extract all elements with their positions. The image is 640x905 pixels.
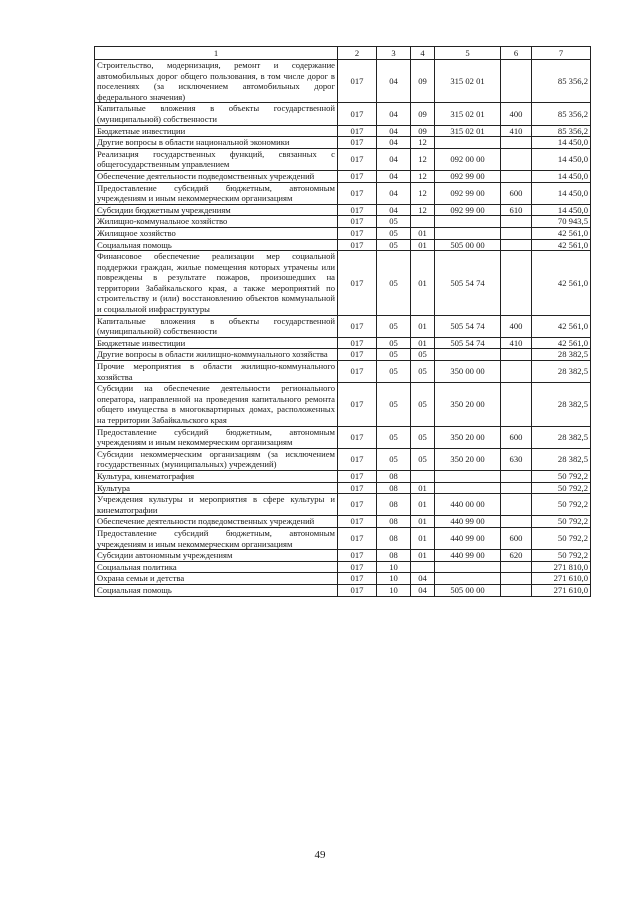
table-row [95, 561, 591, 573]
cell-name: Финансовое обеспечение реализации мер социальной поддержки граждан, жилые помещения которых утрачены или повреждены в результате пожаров, произошедших на территории Забайкальского края, а также мероприятий по строительству и (или) восстановлению объектов коммунальной и социальной инфраструктуры [95, 251, 338, 316]
cell-name: Капитальные вложения в объекты государственной (муниципальной) собственности [95, 315, 338, 337]
cell-rz: 05 [377, 337, 411, 349]
cell-name: Социальная помощь [95, 239, 338, 251]
cell-name: Строительство, модернизация, ремонт и содержание автомобильных дорог общего пользования, в том числе дорог в поселениях (за исключением автомобильных дорог федерального значения) [95, 60, 338, 103]
page-number: 49 [314, 849, 326, 861]
cell-name: Жилищно-коммунальное хозяйство [95, 216, 338, 228]
cell-pr: 05 [411, 361, 435, 383]
cell-rz: 08 [377, 516, 411, 528]
cell-csr [435, 216, 501, 228]
cell-name: Социальная политика [95, 561, 338, 573]
cell-grbs: 017 [338, 239, 377, 251]
cell-vr: 630 [501, 448, 532, 470]
table-row [95, 584, 591, 596]
cell-pr: 09 [411, 125, 435, 137]
cell-sum: 28 382,5 [532, 383, 591, 426]
cell-rz: 08 [377, 494, 411, 516]
cell-rz: 04 [377, 60, 411, 103]
cell-vr: 600 [501, 426, 532, 448]
cell-csr: 440 99 00 [435, 550, 501, 562]
cell-rz: 04 [377, 170, 411, 182]
cell-csr [435, 227, 501, 239]
cell-vr: 600 [501, 182, 532, 204]
cell-grbs: 017 [338, 148, 377, 170]
cell-rz: 05 [377, 349, 411, 361]
cell-grbs: 017 [338, 170, 377, 182]
cell-name: Субсидии некоммерческим организациям (за исключением государственных (муниципальных) учреждений) [95, 448, 338, 470]
table-row [95, 170, 591, 182]
cell-csr: 092 99 00 [435, 182, 501, 204]
table-row [95, 470, 591, 482]
cell-csr: 092 99 00 [435, 204, 501, 216]
cell-sum: 50 792,2 [532, 550, 591, 562]
table-row [95, 383, 591, 426]
cell-name: Охрана семьи и детства [95, 573, 338, 585]
cell-vr [501, 349, 532, 361]
table-row [95, 204, 591, 216]
cell-grbs: 017 [338, 227, 377, 239]
cell-csr: 092 00 00 [435, 148, 501, 170]
cell-pr: 12 [411, 170, 435, 182]
cell-sum: 28 382,5 [532, 361, 591, 383]
cell-rz: 05 [377, 361, 411, 383]
cell-name: Другие вопросы в области национальной экономики [95, 137, 338, 149]
cell-csr: 315 02 01 [435, 60, 501, 103]
table-row [95, 573, 591, 585]
table-row [95, 103, 591, 125]
cell-pr: 09 [411, 103, 435, 125]
budget-table [94, 46, 591, 597]
table-row [95, 182, 591, 204]
table-row [95, 137, 591, 149]
cell-rz: 05 [377, 448, 411, 470]
cell-vr [501, 361, 532, 383]
cell-vr [501, 482, 532, 494]
cell-sum: 14 450,0 [532, 204, 591, 216]
table-row [95, 60, 591, 103]
cell-sum: 70 943,5 [532, 216, 591, 228]
cell-grbs: 017 [338, 448, 377, 470]
cell-vr [501, 137, 532, 149]
table-row [95, 494, 591, 516]
table-row [95, 426, 591, 448]
cell-grbs: 017 [338, 561, 377, 573]
cell-csr: 350 00 00 [435, 361, 501, 383]
cell-pr: 12 [411, 148, 435, 170]
cell-vr: 410 [501, 125, 532, 137]
cell-grbs: 017 [338, 361, 377, 383]
cell-name: Реализация государственных функций, связанных с общегосударственным управлением [95, 148, 338, 170]
cell-sum: 14 450,0 [532, 182, 591, 204]
cell-csr: 092 99 00 [435, 170, 501, 182]
cell-name: Субсидии бюджетным учреждениям [95, 204, 338, 216]
cell-rz: 04 [377, 103, 411, 125]
cell-rz: 04 [377, 182, 411, 204]
cell-name: Учреждения культуры и мероприятия в сфере культуры и кинематографии [95, 494, 338, 516]
cell-csr: 350 20 00 [435, 426, 501, 448]
table-row [95, 349, 591, 361]
cell-name: Субсидии автономным учреждениям [95, 550, 338, 562]
cell-sum: 271 610,0 [532, 573, 591, 585]
header-col-7: 7 [532, 47, 591, 60]
table-row [95, 527, 591, 549]
table-row [95, 448, 591, 470]
table-row [95, 516, 591, 528]
cell-name: Жилищное хозяйство [95, 227, 338, 239]
cell-grbs: 017 [338, 573, 377, 585]
header-col-3: 3 [377, 47, 411, 60]
cell-sum: 42 561,0 [532, 239, 591, 251]
cell-sum: 28 382,5 [532, 426, 591, 448]
cell-sum: 50 792,2 [532, 470, 591, 482]
cell-rz: 05 [377, 227, 411, 239]
cell-vr: 400 [501, 103, 532, 125]
cell-pr: 04 [411, 584, 435, 596]
cell-grbs: 017 [338, 182, 377, 204]
table-row [95, 482, 591, 494]
cell-rz: 05 [377, 315, 411, 337]
cell-vr [501, 494, 532, 516]
table-row [95, 550, 591, 562]
cell-grbs: 017 [338, 482, 377, 494]
cell-csr: 505 54 74 [435, 251, 501, 316]
cell-csr: 505 54 74 [435, 315, 501, 337]
header-col-1: 1 [95, 47, 338, 60]
cell-grbs: 017 [338, 527, 377, 549]
cell-pr: 01 [411, 550, 435, 562]
cell-sum: 50 792,2 [532, 527, 591, 549]
cell-csr [435, 573, 501, 585]
cell-pr: 01 [411, 239, 435, 251]
cell-name: Социальная помощь [95, 584, 338, 596]
cell-vr: 400 [501, 315, 532, 337]
cell-vr [501, 170, 532, 182]
cell-pr: 01 [411, 315, 435, 337]
cell-rz: 04 [377, 125, 411, 137]
cell-sum: 50 792,2 [532, 516, 591, 528]
cell-sum: 28 382,5 [532, 349, 591, 361]
cell-grbs: 017 [338, 426, 377, 448]
cell-sum: 14 450,0 [532, 170, 591, 182]
cell-name: Культура, кинематография [95, 470, 338, 482]
cell-rz: 10 [377, 584, 411, 596]
cell-sum: 85 356,2 [532, 60, 591, 103]
cell-vr [501, 239, 532, 251]
cell-csr: 505 00 00 [435, 584, 501, 596]
cell-vr [501, 584, 532, 596]
cell-csr: 505 00 00 [435, 239, 501, 251]
table-row [95, 337, 591, 349]
cell-vr [501, 470, 532, 482]
cell-name: Обеспечение деятельности подведомственных учреждений [95, 170, 338, 182]
cell-rz: 08 [377, 470, 411, 482]
header-col-5: 5 [435, 47, 501, 60]
cell-pr: 09 [411, 60, 435, 103]
cell-rz: 04 [377, 148, 411, 170]
table-row [95, 216, 591, 228]
cell-pr: 01 [411, 251, 435, 316]
cell-name: Предоставление субсидий бюджетным, автономным учреждениям и иным некоммерческим организациям [95, 426, 338, 448]
cell-rz: 05 [377, 426, 411, 448]
cell-grbs: 017 [338, 216, 377, 228]
header-row [95, 47, 591, 60]
cell-csr: 505 54 74 [435, 337, 501, 349]
cell-pr: 01 [411, 482, 435, 494]
cell-sum: 50 792,2 [532, 482, 591, 494]
cell-csr: 350 20 00 [435, 448, 501, 470]
cell-grbs: 017 [338, 516, 377, 528]
table-body [95, 60, 591, 597]
cell-rz: 05 [377, 216, 411, 228]
cell-grbs: 017 [338, 204, 377, 216]
cell-vr [501, 383, 532, 426]
cell-rz: 05 [377, 251, 411, 316]
header-col-4: 4 [411, 47, 435, 60]
cell-pr: 04 [411, 573, 435, 585]
cell-vr [501, 227, 532, 239]
cell-grbs: 017 [338, 349, 377, 361]
cell-sum: 50 792,2 [532, 494, 591, 516]
cell-vr [501, 516, 532, 528]
cell-pr [411, 561, 435, 573]
cell-sum: 14 450,0 [532, 148, 591, 170]
cell-vr [501, 573, 532, 585]
cell-pr: 05 [411, 426, 435, 448]
table-row [95, 361, 591, 383]
cell-grbs: 017 [338, 137, 377, 149]
cell-grbs: 017 [338, 470, 377, 482]
cell-name: Бюджетные инвестиции [95, 125, 338, 137]
cell-pr: 01 [411, 516, 435, 528]
cell-sum: 14 450,0 [532, 137, 591, 149]
table-row [95, 315, 591, 337]
cell-rz: 05 [377, 239, 411, 251]
cell-rz: 10 [377, 561, 411, 573]
cell-grbs: 017 [338, 103, 377, 125]
cell-rz: 08 [377, 482, 411, 494]
table-row [95, 227, 591, 239]
cell-name: Другие вопросы в области жилищно-коммунального хозяйства [95, 349, 338, 361]
cell-vr: 600 [501, 527, 532, 549]
table-row [95, 125, 591, 137]
cell-grbs: 017 [338, 584, 377, 596]
cell-sum: 42 561,0 [532, 251, 591, 316]
cell-vr [501, 216, 532, 228]
cell-grbs: 017 [338, 60, 377, 103]
cell-csr [435, 470, 501, 482]
cell-csr [435, 349, 501, 361]
cell-csr: 440 00 00 [435, 494, 501, 516]
cell-name: Бюджетные инвестиции [95, 337, 338, 349]
cell-rz: 08 [377, 527, 411, 549]
cell-rz: 04 [377, 204, 411, 216]
cell-sum: 28 382,5 [532, 448, 591, 470]
cell-vr [501, 60, 532, 103]
cell-name: Предоставление субсидий бюджетным, автономным учреждениям и иным некоммерческим организациям [95, 182, 338, 204]
cell-pr: 12 [411, 204, 435, 216]
cell-csr [435, 137, 501, 149]
cell-csr: 440 99 00 [435, 527, 501, 549]
cell-pr: 01 [411, 227, 435, 239]
cell-pr [411, 216, 435, 228]
cell-grbs: 017 [338, 125, 377, 137]
cell-csr [435, 482, 501, 494]
cell-vr: 410 [501, 337, 532, 349]
cell-csr: 350 20 00 [435, 383, 501, 426]
table-row [95, 239, 591, 251]
cell-grbs: 017 [338, 315, 377, 337]
cell-vr [501, 561, 532, 573]
cell-rz: 04 [377, 137, 411, 149]
cell-csr: 315 02 01 [435, 125, 501, 137]
cell-grbs: 017 [338, 494, 377, 516]
cell-pr: 12 [411, 182, 435, 204]
cell-grbs: 017 [338, 251, 377, 316]
cell-name: Обеспечение деятельности подведомственных учреждений [95, 516, 338, 528]
table-row [95, 251, 591, 316]
cell-pr: 05 [411, 383, 435, 426]
cell-csr [435, 561, 501, 573]
cell-rz: 10 [377, 573, 411, 585]
cell-pr: 01 [411, 494, 435, 516]
cell-sum: 42 561,0 [532, 337, 591, 349]
cell-grbs: 017 [338, 550, 377, 562]
cell-vr [501, 148, 532, 170]
cell-name: Субсидии на обеспечение деятельности регионального оператора, направленной на проведения капитального ремонта общего имущества в многоквартирных домах, расположенных на территории Забайкальского края [95, 383, 338, 426]
cell-sum: 85 356,2 [532, 125, 591, 137]
cell-pr: 01 [411, 527, 435, 549]
cell-csr: 440 99 00 [435, 516, 501, 528]
cell-name: Культура [95, 482, 338, 494]
cell-pr [411, 470, 435, 482]
cell-grbs: 017 [338, 337, 377, 349]
cell-sum: 42 561,0 [532, 315, 591, 337]
cell-sum: 271 810,0 [532, 561, 591, 573]
cell-rz: 05 [377, 383, 411, 426]
cell-name: Прочие мероприятия в области жилищно-коммунального хозяйства [95, 361, 338, 383]
budget-sheet [94, 46, 590, 597]
cell-sum: 271 610,0 [532, 584, 591, 596]
cell-rz: 08 [377, 550, 411, 562]
table-row [95, 148, 591, 170]
cell-vr: 620 [501, 550, 532, 562]
cell-csr: 315 02 01 [435, 103, 501, 125]
cell-vr [501, 251, 532, 316]
cell-name: Предоставление субсидий бюджетным, автономным учреждениям и иным некоммерческим организациям [95, 527, 338, 549]
cell-sum: 85 356,2 [532, 103, 591, 125]
cell-grbs: 017 [338, 383, 377, 426]
cell-sum: 42 561,0 [532, 227, 591, 239]
cell-pr: 12 [411, 137, 435, 149]
cell-name: Капитальные вложения в объекты государственной (муниципальной) собственности [95, 103, 338, 125]
cell-pr: 05 [411, 349, 435, 361]
header-col-2: 2 [338, 47, 377, 60]
cell-pr: 05 [411, 448, 435, 470]
cell-vr: 610 [501, 204, 532, 216]
header-col-6: 6 [501, 47, 532, 60]
cell-pr: 01 [411, 337, 435, 349]
